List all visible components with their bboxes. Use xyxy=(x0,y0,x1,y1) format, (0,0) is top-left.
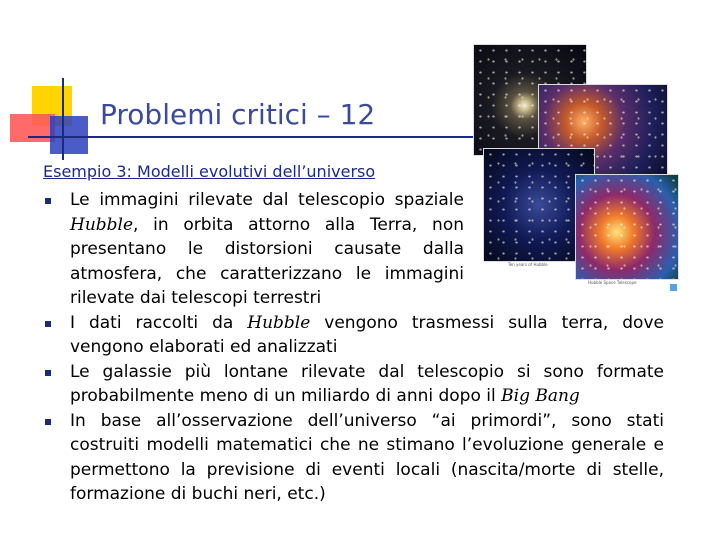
bullet-item-3 xyxy=(42,360,664,409)
bullet-square-icon xyxy=(45,370,51,376)
bullet-item-2 xyxy=(42,311,664,360)
bullet-list xyxy=(42,188,664,507)
bullet-3-text-a: Le galassie più lontane rilevate dal telescopio si sono formate probabilmente meno di un miliardo di anni dopo il xyxy=(70,361,664,406)
bullet-square-icon xyxy=(45,419,51,425)
decor-vertical-line xyxy=(62,78,64,160)
bullet-1-text-a: Le immagini rilevate dal telescopio spaziale xyxy=(70,190,464,210)
bullet-2-text-b: vengono trasmessi sulla terra, dove vengono elaborati ed analizzati xyxy=(70,312,664,357)
decor-blue-square xyxy=(50,116,88,154)
bullet-square-icon xyxy=(45,321,51,327)
bullet-3-italic: Big Bang xyxy=(501,386,580,406)
bullet-4-text: In base all’osservazione dell’universo “ai primordi”, sono stati costruiti modelli matematici che ne stimano l’evoluzione generale e permettono la previsione di eventi locali (nascita/morte di stelle, formazione di buchi neri, etc.) xyxy=(70,410,664,504)
image-badge-icon xyxy=(670,284,677,291)
bullet-1-text-b: , in orbita attorno alla Terra, non presentano le distorsioni causate dalla atmosfera, che caratterizzano le immagini rilevate dai telescopi terrestri xyxy=(70,214,464,308)
slide-subtitle: Esempio 3: Modelli evolutivi dell’universo xyxy=(43,162,376,181)
image-caption-2: Hubble Space Telescope xyxy=(588,280,637,285)
bullet-square-icon xyxy=(45,198,51,204)
title-underline-divider xyxy=(28,136,498,138)
bullet-2-text-a: I dati raccolti da xyxy=(70,312,248,333)
slide-title: Problemi critici – 12 xyxy=(100,98,376,131)
image-caption-1: Ten years of Hubble xyxy=(508,262,548,267)
bullet-item-4 xyxy=(42,409,664,507)
bullet-1-italic: Hubble xyxy=(70,214,134,235)
bullet-2-italic: Hubble xyxy=(247,312,311,333)
bullet-item-1 xyxy=(42,188,464,311)
